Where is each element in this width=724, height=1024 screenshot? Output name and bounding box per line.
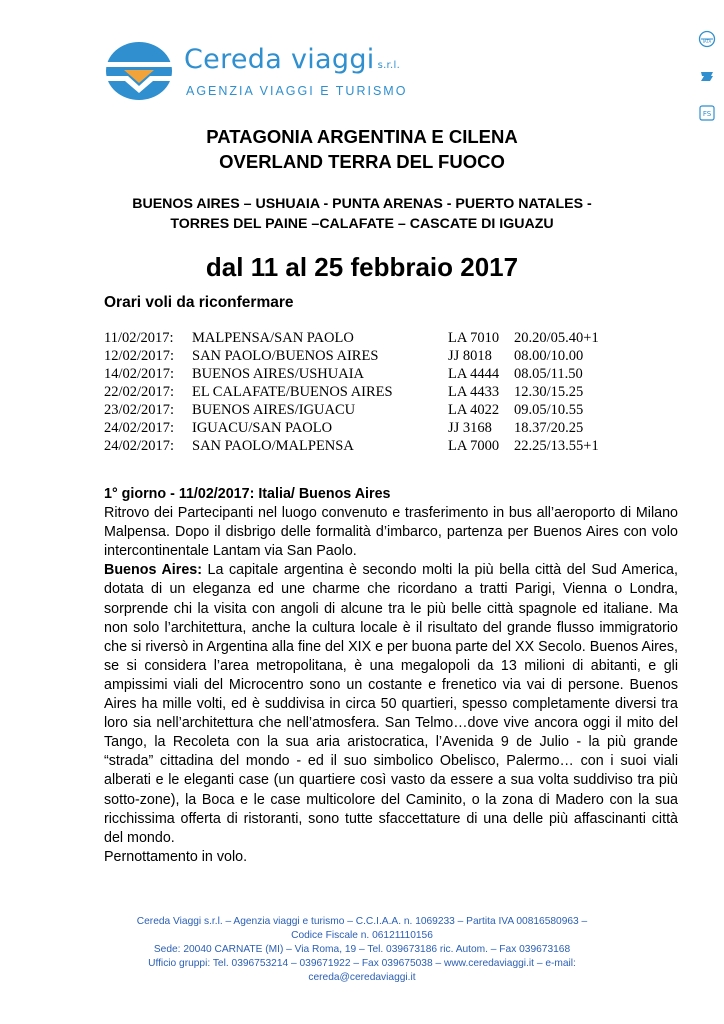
flight-date: 23/02/2017: xyxy=(104,402,175,418)
footer-line: Sede: 20040 CARNATE (MI) – Via Roma, 19 – Tel. 039673186 ric. Autom. – Fax 039673168 xyxy=(153,944,571,955)
svg-text:IATA: IATA xyxy=(702,39,712,44)
flight-time: 18.37/20.25 xyxy=(514,420,584,436)
overnight-note: Pernottamento in volo. xyxy=(104,848,248,865)
trip-dates: dal 11 al 25 febbraio 2017 xyxy=(205,252,519,282)
footer-line: Codice Fiscale n. 06121110156 xyxy=(291,930,433,941)
iata-icon xyxy=(698,30,716,48)
day-intro: Ritrovo dei Partecipanti nel luogo convenuto e trasferimento in bus all’aeroporto di Milano Malpensa. Dopo il disbrigo delle formalità d’imbarco, partenza per Buenos Aires con volo intercontinentale Lantam via San Paolo. xyxy=(104,505,678,560)
flight-time: 09.05/10.55 xyxy=(514,402,584,418)
route-line-2: TORRES DEL PAINE –CALAFATE – CASCATE DI IGUAZU xyxy=(170,216,554,232)
company-logo xyxy=(104,40,408,104)
route-line-1: BUENOS AIRES – USHUAIA - PUNTA ARENAS - PUERTO NATALES - xyxy=(132,196,592,212)
trip-title xyxy=(0,124,724,174)
train-icon xyxy=(698,67,716,85)
flight-code: LA 7000 xyxy=(448,438,500,454)
flight-route: EL CALAFATE/BUENOS AIRES xyxy=(192,384,393,400)
flight-code: JJ 8018 xyxy=(448,348,492,364)
flight-time: 08.05/11.50 xyxy=(514,366,583,382)
flight-time: 22.25/13.55+1 xyxy=(514,438,599,454)
flight-route: SAN PAOLO/MALPENSA xyxy=(192,438,354,454)
city-description xyxy=(104,561,678,847)
title-line-2: OVERLAND TERRA DEL FUOCO xyxy=(219,151,505,172)
flight-code: LA 4444 xyxy=(448,366,500,382)
flight-route: BUENOS AIRES/IGUACU xyxy=(192,402,356,418)
logo-mark-icon xyxy=(104,40,174,102)
city-label: Buenos Aires: xyxy=(104,562,202,579)
trip-route xyxy=(0,194,724,234)
footer-email[interactable]: cereda@ceredaviaggi.it xyxy=(308,972,416,983)
flight-date: 12/02/2017: xyxy=(104,348,175,364)
city-text: La capitale argentina è secondo molti la più bella città del Sud America, dotata di un eleganza ed une charme che ricordano a tratti Parigi, Vienna o Londra, sorprende chi la visita con angoli di alcune tra le più belle città spagnole ed italiane. Ma non solo l’architettura, anche la cultura locale è il risultato del grande flusso immigratorio che si riversò in Argentina alla fine del XIX e per buona parte del XX Secolo. Buenos Aires, se si considera l’area metropolitana, è una megalopoli da 13 milioni di abitanti, e gli ampissimi viali del Microcentro sono un costante e frenetico via vai di persone. Buenos Aires ha mille volti, ed è suddivisa in circa 50 quartieri, spesso completamente diversi tra loro sia nell’architettura che nell’atmosfera. San Telmo…dove vive ancora oggi il mito del Tango, la Recoleta con la sua aria aristocratica, l’Avenida 9 de Julio - la più grande “strada” cittadina del mondo - ed il suo simbolico Obelisco, Palermo… con i suoi viali alberati e le eleganti case (un quartiere così vasto da essere a sua volta suddiviso tra più sotto-zone), la Boca e le case multicolore del Caminito, o la zona di Madero con la sua ricchissima offerta di ristoranti, sono tutte sfaccettature di una delle più affascinanti città del mondo. xyxy=(104,562,678,846)
flight-time: 12.30/15.25 xyxy=(514,384,584,400)
flight-route: MALPENSA/SAN PAOLO xyxy=(192,330,354,346)
flight-date: 24/02/2017: xyxy=(104,438,175,454)
flight-route: IGUACU/SAN PAOLO xyxy=(192,420,333,436)
flight-date: 22/02/2017: xyxy=(104,384,175,400)
brand-tagline: AGENZIA VIAGGI E TURISMO xyxy=(186,84,408,98)
flight-code: LA 4433 xyxy=(448,384,500,400)
day-title: 1° giorno - 11/02/2017: Italia/ Buenos Aires xyxy=(104,486,391,502)
flight-time: 08.00/10.00 xyxy=(514,348,584,364)
flight-code: JJ 3168 xyxy=(448,420,492,436)
flight-route: BUENOS AIRES/USHUAIA xyxy=(192,366,365,382)
flight-code: LA 7010 xyxy=(448,330,500,346)
flight-date: 14/02/2017: xyxy=(104,366,175,382)
itinerary-day-1 xyxy=(104,485,678,867)
footer-line: Cereda Viaggi s.r.l. – Agenzia viaggi e turismo – C.C.I.A.A. n. 1069233 – Partita IVA 00816580963 – xyxy=(136,916,588,927)
flight-code: LA 4022 xyxy=(448,402,500,418)
flight-date: 11/02/2017: xyxy=(104,330,174,346)
fs-icon xyxy=(698,104,716,122)
flight-date: 24/02/2017: xyxy=(104,420,175,436)
flights-heading: Orari voli da riconfermare xyxy=(104,294,294,311)
flight-route: SAN PAOLO/BUENOS AIRES xyxy=(192,348,379,364)
title-line-1: PATAGONIA ARGENTINA E CILENA xyxy=(206,126,518,147)
svg-text:FS: FS xyxy=(702,110,712,118)
footer-line: Ufficio gruppi: Tel. 0396753214 – 039671922 – Fax 039675038 – www.ceredaviaggi.it – e-mail: xyxy=(148,958,576,969)
brand-name: Cereda viaggi s.r.l. xyxy=(184,44,401,75)
company-footer xyxy=(100,915,624,985)
flight-time: 20.20/05.40+1 xyxy=(514,330,599,346)
